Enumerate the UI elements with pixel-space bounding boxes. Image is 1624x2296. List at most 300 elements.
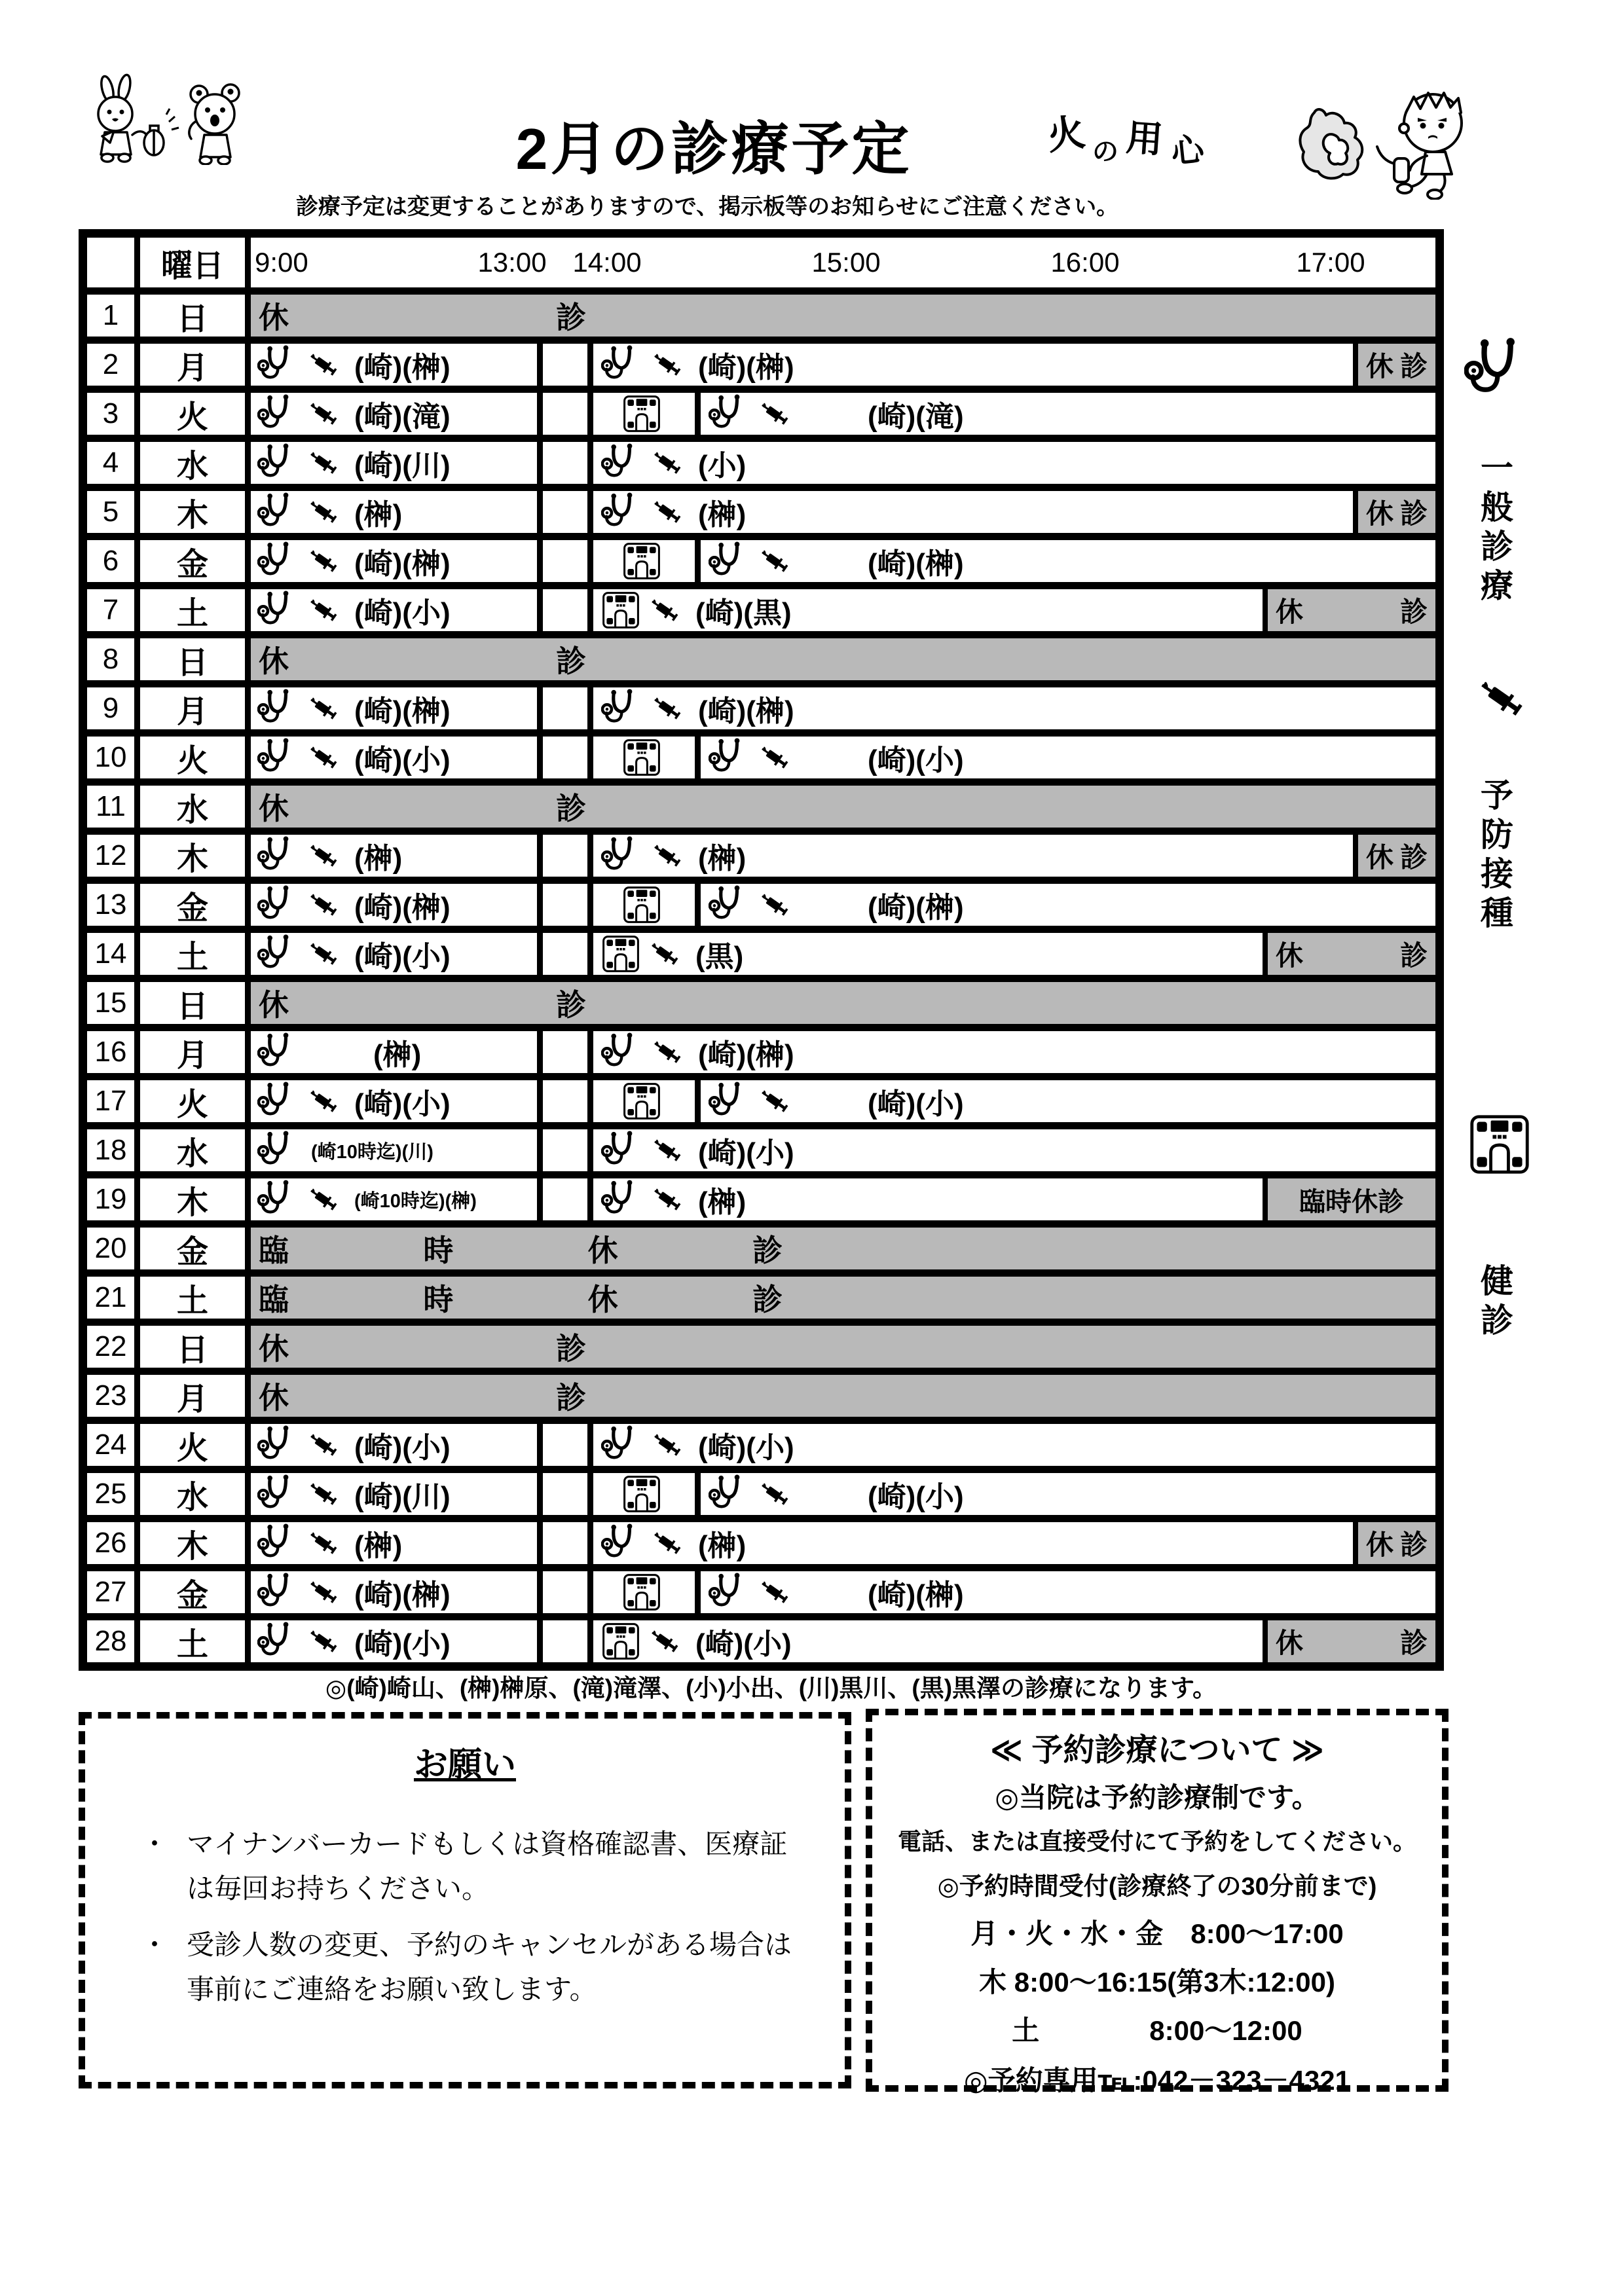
closed-end-cell — [1353, 491, 1435, 533]
closed-char: 診 — [556, 644, 586, 678]
morning-label: (崎)(川) — [354, 450, 451, 482]
syringe-icon — [304, 1524, 342, 1562]
afternoon-label: (崎)(小) — [868, 1481, 964, 1513]
morning-cell — [251, 884, 537, 926]
stethoscope-icon — [257, 884, 299, 926]
afternoon-label: (黒) — [695, 941, 744, 973]
stethoscope-icon — [257, 344, 299, 386]
day-schedule — [251, 1178, 1435, 1220]
afternoon-area — [593, 393, 1435, 435]
schedule-row-12 — [87, 835, 1435, 877]
stethoscope-icon — [257, 737, 299, 778]
afternoon-label: (崎)(滝) — [868, 401, 964, 433]
day-schedule — [251, 295, 1435, 337]
lunch-break-cell — [543, 1571, 587, 1613]
morning-label: (榊) — [354, 1530, 403, 1562]
reservation-box — [866, 1709, 1449, 2096]
day-schedule — [251, 1031, 1435, 1073]
day-of-week: 木 — [140, 1178, 245, 1220]
day-number: 17 — [87, 1080, 134, 1122]
morning-label: (崎10時迄)(川) — [311, 1141, 434, 1163]
closed-char: 診 — [1399, 1529, 1428, 1560]
lunch-break-cell — [543, 1080, 587, 1122]
syringe-icon — [304, 1622, 342, 1660]
afternoon-area — [593, 491, 1435, 533]
day-of-week: 土 — [140, 933, 245, 975]
stethoscope-icon — [601, 1424, 643, 1466]
day-of-week: 火 — [140, 393, 245, 435]
day-schedule — [251, 1080, 1435, 1122]
syringe-icon — [646, 935, 684, 973]
closed-label — [1358, 492, 1435, 532]
day-schedule — [251, 835, 1435, 877]
schedule-row-26 — [87, 1522, 1435, 1564]
legend-label: 予防接種 — [1476, 778, 1513, 935]
time-label: 13:00 — [477, 247, 547, 278]
stethoscope-icon — [709, 1473, 750, 1515]
afternoon-cell — [593, 1129, 1435, 1171]
day-number: 1 — [87, 295, 134, 337]
stethoscope-icon — [709, 540, 750, 582]
schedule-table — [79, 229, 1444, 1671]
afternoon-label: (榊) — [698, 499, 747, 531]
day-schedule — [251, 1228, 1435, 1269]
closed-label — [259, 1276, 783, 1319]
closed-char: 休 — [1276, 940, 1304, 971]
reservation-line: 電話、または直接受付にて予約をしてください。 — [897, 1828, 1416, 1855]
closed-char: 休 — [259, 792, 289, 826]
morning-cell — [251, 442, 537, 484]
day-number: 26 — [87, 1522, 134, 1564]
notice-item — [141, 1822, 799, 1911]
closed-label — [259, 1227, 783, 1270]
notice-box-items — [85, 1822, 845, 2012]
afternoon-label: (崎)(小) — [695, 1628, 792, 1660]
healthcheck-icon — [622, 1573, 661, 1612]
day-number: 6 — [87, 540, 134, 582]
lunch-break-cell — [543, 933, 587, 975]
closed-cell — [251, 1326, 1435, 1368]
morning-cell — [251, 1031, 537, 1073]
syringe-icon — [756, 1573, 794, 1611]
afternoon-label: (榊) — [698, 1186, 747, 1218]
morning-label: (崎)(小) — [354, 1628, 451, 1660]
temp-closed-cell — [251, 1228, 1435, 1269]
healthcheck-slot — [593, 1473, 695, 1515]
syringe-icon — [304, 1082, 342, 1120]
afternoon-label: (崎)(小) — [868, 1088, 964, 1120]
closed-char: 診 — [556, 792, 586, 826]
afternoon-cell — [593, 1031, 1435, 1073]
closed-label — [259, 1325, 586, 1368]
morning-cell — [251, 1129, 537, 1171]
syringe-icon — [646, 1622, 684, 1660]
morning-label: (榊) — [373, 1039, 422, 1071]
morning-cell — [251, 687, 537, 729]
day-number: 23 — [87, 1375, 134, 1417]
day-number: 3 — [87, 393, 134, 435]
morning-label: (崎)(榊) — [354, 695, 451, 727]
morning-cell — [251, 835, 537, 877]
reservation-line: 月・火・水・金 8:00～17:00 — [970, 1918, 1344, 1949]
stethoscope-icon — [709, 1080, 750, 1122]
day-schedule — [251, 786, 1435, 828]
closed-char: 休 — [1366, 1529, 1394, 1560]
closed-char: 休 — [587, 1283, 618, 1317]
afternoon-cell — [593, 344, 1435, 386]
day-of-week: 日 — [140, 982, 245, 1024]
closed-cell — [251, 295, 1435, 337]
healthcheck-slot — [593, 393, 695, 435]
temp-closed-end-cell: 臨時休診 — [1263, 1178, 1435, 1220]
syringe-icon — [648, 1131, 686, 1169]
afternoon-area — [593, 884, 1435, 926]
stethoscope-icon — [257, 1473, 299, 1515]
legend-stethoscope-icon — [1464, 335, 1538, 403]
afternoon-cell — [593, 442, 1435, 484]
afternoon-area — [593, 1129, 1435, 1171]
afternoon-label: (崎)(黒) — [695, 597, 792, 629]
morning-label: (榊) — [354, 843, 403, 875]
reservation-line: ◎予約専用℡:042－323－4321 — [963, 2065, 1350, 2096]
schedule-row-11 — [87, 786, 1435, 828]
day-of-week: 金 — [140, 884, 245, 926]
lunch-break-cell — [543, 1473, 587, 1515]
day-schedule — [251, 982, 1435, 1024]
lunch-break-cell — [543, 1129, 587, 1171]
stethoscope-icon — [709, 884, 750, 926]
syringe-icon — [756, 542, 794, 580]
morning-label: (崎)(滝) — [354, 401, 451, 433]
day-of-week: 日 — [140, 295, 245, 337]
closed-char: 診 — [1399, 596, 1428, 627]
morning-cell — [251, 1178, 537, 1220]
schedule-row-4 — [87, 442, 1435, 484]
morning-cell — [251, 589, 537, 631]
lunch-break-cell — [543, 491, 587, 533]
afternoon-label: (崎)(小) — [868, 744, 964, 776]
schedule-row-22 — [87, 1326, 1435, 1368]
legend-label: 健診 — [1476, 1264, 1513, 1342]
syringe-icon — [756, 738, 794, 776]
morning-cell — [251, 1571, 537, 1613]
closed-label — [259, 1374, 586, 1417]
day-schedule — [251, 933, 1435, 975]
syringe-icon — [304, 1475, 342, 1513]
lunch-break-cell — [543, 393, 587, 435]
syringe-icon — [648, 493, 686, 531]
day-number: 21 — [87, 1277, 134, 1319]
day-schedule — [251, 540, 1435, 582]
healthcheck-icon — [601, 934, 640, 974]
afternoon-area — [593, 1522, 1435, 1564]
day-schedule — [251, 1473, 1435, 1515]
schedule-row-9 — [87, 687, 1435, 729]
day-schedule — [251, 737, 1435, 778]
closed-char: 休 — [259, 1332, 289, 1366]
day-of-week: 水 — [140, 442, 245, 484]
day-of-week: 水 — [140, 1129, 245, 1171]
morning-label: (榊) — [354, 499, 403, 531]
morning-cell — [251, 1522, 537, 1564]
afternoon-label: (崎)(小) — [698, 1432, 794, 1464]
closed-label — [1268, 934, 1435, 974]
stethoscope-icon — [257, 442, 299, 484]
day-of-week: 土 — [140, 1277, 245, 1319]
stethoscope-icon — [1464, 335, 1532, 403]
afternoon-area — [593, 1031, 1435, 1073]
day-schedule — [251, 884, 1435, 926]
day-number: 28 — [87, 1620, 134, 1662]
fire-caution-slogan — [1044, 103, 1269, 171]
stethoscope-icon — [257, 933, 299, 975]
afternoon-label: (崎)(榊) — [868, 892, 964, 924]
reservation-box-title: ≪ 予約診療について ≫ — [989, 1733, 1325, 1768]
healthcheck-icon — [622, 1082, 661, 1121]
closed-label — [1268, 591, 1435, 630]
day-of-week: 日 — [140, 1326, 245, 1368]
day-number: 25 — [87, 1473, 134, 1515]
schedule-row-25 — [87, 1473, 1435, 1515]
stethoscope-icon — [601, 1031, 643, 1073]
doctor-footnote: ◎(崎)崎山、(榊)榊原、(滝)滝澤、(小)小出、(川)黒川、(黒)黒澤の診療になります。 — [325, 1675, 1217, 1702]
day-of-week: 火 — [140, 1424, 245, 1466]
notice-box — [79, 1712, 851, 2088]
afternoon-area — [593, 344, 1435, 386]
lunch-break-cell — [543, 687, 587, 729]
time-label: 9:00 — [255, 247, 308, 278]
reservation-line: ◎当院は予約診療制です。 — [995, 1782, 1320, 1813]
closed-char: 時 — [423, 1283, 454, 1317]
afternoon-area — [593, 540, 1435, 582]
afternoon-area — [593, 1473, 1435, 1515]
closed-cell — [251, 786, 1435, 828]
syringe-icon — [304, 493, 342, 531]
day-schedule — [251, 1620, 1435, 1662]
afternoon-area — [593, 687, 1435, 729]
schedule-row-16 — [87, 1031, 1435, 1073]
syringe-icon — [648, 1180, 686, 1218]
morning-label: (崎)(榊) — [354, 548, 451, 580]
day-of-week: 月 — [140, 1031, 245, 1073]
time-label: 16:00 — [1050, 247, 1120, 278]
syringe-icon — [304, 935, 342, 973]
morning-cell — [251, 933, 537, 975]
closed-cell — [251, 982, 1435, 1024]
closed-char: 臨 — [259, 1233, 289, 1267]
healthcheck-icon — [601, 1622, 640, 1661]
fire-caution-char: 用 — [1124, 117, 1164, 160]
syringe-icon — [756, 886, 794, 924]
header-times-cell — [251, 238, 1435, 287]
day-schedule — [251, 1277, 1435, 1319]
afternoon-cell — [701, 1473, 1435, 1515]
morning-label: (崎)(榊) — [354, 1579, 451, 1611]
day-schedule — [251, 687, 1435, 729]
schedule-row-19 — [87, 1178, 1435, 1220]
day-schedule — [251, 1522, 1435, 1564]
schedule-row-23 — [87, 1375, 1435, 1417]
morning-label: (崎)(小) — [354, 597, 451, 629]
closed-label — [1358, 1523, 1435, 1563]
closed-label — [1358, 345, 1435, 384]
day-schedule — [251, 491, 1435, 533]
lunch-break-cell — [543, 835, 587, 877]
afternoon-cell — [593, 491, 1435, 533]
fire-caution-char: 火 — [1044, 111, 1088, 158]
stethoscope-icon — [257, 835, 299, 877]
day-number: 19 — [87, 1178, 134, 1220]
time-label: 14:00 — [572, 247, 642, 278]
syringe-icon — [304, 444, 342, 482]
healthcheck-slot — [593, 540, 695, 582]
healthcheck-slot — [593, 737, 695, 778]
morning-label: (崎)(小) — [354, 1088, 451, 1120]
morning-cell — [251, 393, 537, 435]
stethoscope-icon — [257, 393, 299, 435]
day-of-week: 土 — [140, 589, 245, 631]
syringe-icon — [1472, 669, 1531, 728]
legend-syringe-icon — [1472, 669, 1536, 728]
stethoscope-icon — [601, 1178, 643, 1220]
healthcheck-icon — [622, 1474, 661, 1514]
morning-label: (崎)(川) — [354, 1481, 451, 1513]
bullet-dot: ・ — [141, 1929, 169, 1961]
day-of-week: 水 — [140, 1473, 245, 1515]
day-of-week: 月 — [140, 687, 245, 729]
schedule-row-7 — [87, 589, 1435, 631]
schedule-row-24 — [87, 1424, 1435, 1466]
closed-char: 休 — [587, 1233, 618, 1267]
schedule-row-18 — [87, 1129, 1435, 1171]
closed-char: 休 — [1276, 1628, 1304, 1658]
schedule-row-17 — [87, 1080, 1435, 1122]
closed-label — [259, 294, 586, 337]
stethoscope-icon — [257, 1571, 299, 1613]
day-number: 11 — [87, 786, 134, 828]
morning-cell — [251, 737, 537, 778]
closed-char: 休 — [259, 644, 289, 678]
afternoon-label: (榊) — [698, 1530, 747, 1562]
syringe-icon — [304, 395, 342, 433]
day-number: 9 — [87, 687, 134, 729]
bullet-dot: ・ — [141, 1829, 169, 1859]
day-number: 27 — [87, 1571, 134, 1613]
stethoscope-icon — [709, 737, 750, 778]
day-of-week: 金 — [140, 1571, 245, 1613]
healthcheck-icon — [601, 591, 640, 630]
closed-label — [259, 981, 586, 1025]
morning-cell — [251, 1620, 537, 1662]
afternoon-area — [593, 1424, 1435, 1466]
afternoon-cell — [593, 835, 1435, 877]
reservation-line: ◎予約時間受付(診療終了の30分前まで) — [937, 1873, 1377, 1901]
stethoscope-icon — [601, 687, 643, 729]
syringe-icon — [304, 542, 342, 580]
afternoon-cell — [701, 393, 1435, 435]
healthcheck-icon — [622, 738, 661, 777]
reservation-line: 木 8:00～16:15(第3木:12:00) — [979, 1967, 1335, 1997]
syringe-icon — [648, 346, 686, 384]
syringe-icon — [756, 1475, 794, 1513]
closed-cell — [251, 1375, 1435, 1417]
syringe-icon — [648, 1426, 686, 1464]
closed-label — [259, 638, 586, 681]
morning-label: (崎)(小) — [354, 1432, 451, 1464]
day-of-week: 月 — [140, 1375, 245, 1417]
syringe-icon — [648, 1524, 686, 1562]
syringe-icon — [304, 689, 342, 727]
fire-caution-char: の — [1092, 137, 1119, 166]
morning-label: (崎)(榊) — [354, 352, 451, 384]
day-number: 12 — [87, 835, 134, 877]
morning-cell — [251, 1080, 537, 1122]
notice-item-text: 受診人数の変更、予約のキャンセルがある場合は事前にご連絡をお願い致します。 — [187, 1929, 792, 2005]
afternoon-label: (崎)(榊) — [868, 548, 964, 580]
schedule-row-28 — [87, 1620, 1435, 1662]
stethoscope-icon — [709, 393, 750, 435]
lunch-break-cell — [543, 1031, 587, 1073]
closed-end-cell — [1263, 933, 1435, 975]
day-of-week: 火 — [140, 737, 245, 778]
closed-end-cell — [1263, 589, 1435, 631]
day-number: 18 — [87, 1129, 134, 1171]
closed-char: 臨 — [259, 1283, 289, 1317]
stethoscope-icon — [257, 491, 299, 533]
healthcheck-icon — [622, 394, 661, 433]
syringe-icon — [304, 738, 342, 776]
closed-end-cell — [1353, 835, 1435, 877]
stethoscope-icon — [257, 1080, 299, 1122]
afternoon-label: (崎)(榊) — [698, 1039, 794, 1071]
morning-label: (崎)(榊) — [354, 892, 451, 924]
stethoscope-icon — [601, 491, 643, 533]
schedule-row-20 — [87, 1228, 1435, 1269]
afternoon-cell — [593, 1424, 1435, 1466]
stethoscope-icon — [257, 540, 299, 582]
stethoscope-icon — [257, 1031, 299, 1073]
stethoscope-icon — [601, 835, 643, 877]
lunch-break-cell — [543, 344, 587, 386]
closed-char: 休 — [1366, 351, 1394, 382]
closed-char: 休 — [1276, 596, 1304, 627]
afternoon-area — [593, 1080, 1435, 1122]
healthcheck-icon — [1468, 1113, 1531, 1176]
day-of-week: 木 — [140, 835, 245, 877]
lunch-break-cell — [543, 540, 587, 582]
reservation-line: 土 8:00～12:00 — [1012, 2015, 1302, 2046]
closed-label — [1268, 1622, 1435, 1661]
schedule-row-15 — [87, 982, 1435, 1024]
afternoon-label: (小) — [698, 450, 747, 482]
day-schedule — [251, 1326, 1435, 1368]
closed-char: 診 — [556, 1381, 586, 1415]
day-of-week: 月 — [140, 344, 245, 386]
syringe-icon — [648, 444, 686, 482]
fire-caution-char: 心 — [1169, 130, 1206, 171]
morning-cell — [251, 1473, 537, 1515]
syringe-icon — [304, 1573, 342, 1611]
day-number: 24 — [87, 1424, 134, 1466]
healthcheck-icon — [622, 541, 661, 581]
legend-label: 一般診療 — [1476, 450, 1513, 608]
day-schedule — [251, 1129, 1435, 1171]
closed-char: 診 — [1399, 351, 1428, 382]
day-number: 7 — [87, 589, 134, 631]
day-of-week: 水 — [140, 786, 245, 828]
day-number: 13 — [87, 884, 134, 926]
schedule-row-10 — [87, 737, 1435, 778]
